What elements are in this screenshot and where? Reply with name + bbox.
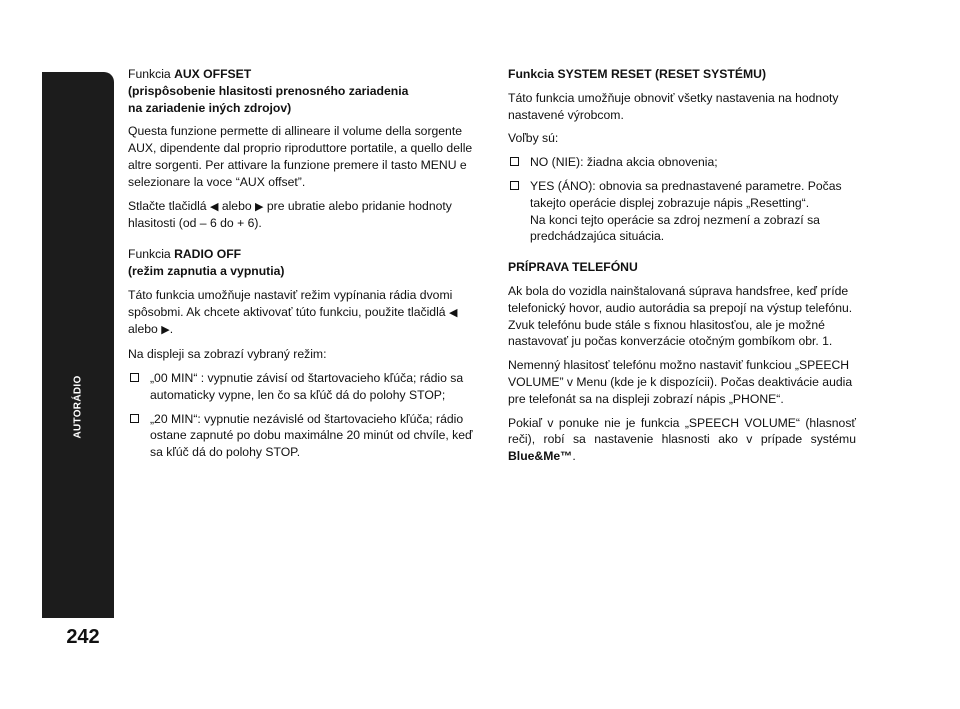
right-column [508, 66, 856, 472]
page-number: 242 [66, 626, 100, 648]
phone-heading: PRÍPRAVA TELEFÓNU [508, 260, 638, 275]
left-arrow-icon: ◀ [448, 306, 458, 319]
aux-paragraph-it: Questa funzione permette di allineare il volume della sorgente AUX, dipendente dal proprio riproduttore portatile, a quello delle altre sorgenti. Per attivare la funzione premere il tasto MENU e selezionare la voce “AUX offset”. [128, 124, 473, 189]
list-item-text: Na konci tejto operácie sa zdroj nezmení a zobrazí sa predchádzajúca situácia. [530, 212, 820, 244]
reset-paragraph-1: Táto funkcia umožňuje obnoviť všetky nastavenia na hodnoty nastavené výrobcom. [508, 90, 839, 122]
brand-name: Blue&Me™ [508, 449, 573, 464]
text-span: Táto funkcia umožňuje nastaviť režim vypínania rádia dvomi spôsobmi. Ak chcete aktivovať túto funkciu, použite tlačidlá [128, 287, 453, 319]
right-arrow-icon: ▶ [161, 324, 170, 337]
heading-subtitle-1: (prispôsobenie hlasitosti prenosného zariadenia [128, 83, 409, 98]
text-span: pre ubratie alebo pridanie hodnoty hlasitosti (od – 6 do + 6). [128, 198, 452, 231]
radio-paragraph-2: Na displeji sa zobrazí vybraný režim: [128, 347, 327, 362]
heading-prefix: Funkcia [128, 67, 175, 81]
text-span: alebo [128, 322, 162, 337]
radio-paragraph-1 [128, 287, 488, 339]
text-span: . [169, 322, 174, 337]
phone-paragraph-1: Ak bola do vozidla nainštalovaná súprava handsfree, keď príde telefonický hovor, audio autorádia sa prepojí na výstup telefónu. Zvuk telefónu bude stále s fixnou hlasitosťou, ale je možné nastavovať ju počas konverzácie otočným gombíkom obr. 1. [508, 283, 853, 349]
left-arrow-icon: ◀ [209, 200, 219, 213]
aux-offset-heading [128, 66, 488, 116]
heading-title: SYSTEM RESET (RESET SYSTÉMU) [557, 67, 767, 81]
list-item-text: „20 MIN“: vypnutie nezávislé od štartovacieho kľúča; rádio ostane zapnuté po dobu maximálne 20 minút od chvíle, keď sa kľúč dá do polohy STOP. [150, 411, 473, 460]
list-item-text: NO (NIE): žiadna akcia obnovenia; [530, 155, 718, 170]
list-item [128, 370, 488, 404]
text-span: Pokiaľ v ponuke nie je funkcia „SPEECH VOLUME“ (hlasnosť reči), robí sa nastavenie hlasnosti ako v prípade systému [508, 415, 856, 447]
list-item [508, 154, 856, 171]
checkbox-bullet-icon [130, 414, 139, 423]
phone-paragraph-3 [508, 415, 856, 465]
list-item-text: „00 MIN“ : vypnutie závisí od štartovacieho kľúča; rádio sa automaticky vypne, len čo sa kľúč dá do polohy STOP; [150, 370, 464, 402]
aux-paragraph-sk [128, 198, 488, 233]
chapter-label: AUTORÁDIO [72, 375, 84, 439]
heading-title: RADIO OFF [174, 247, 242, 262]
list-item [508, 178, 856, 245]
heading-subtitle-2: na zariadenie iných zdrojov) [128, 100, 292, 115]
checkbox-bullet-icon [510, 157, 519, 166]
checkbox-bullet-icon [510, 181, 519, 190]
chapter-sidebar [42, 72, 114, 618]
text-span: alebo [218, 198, 256, 213]
radio-off-heading [128, 246, 488, 280]
heading-subtitle: (režim zapnutia a vypnutia) [128, 263, 285, 278]
checkbox-bullet-icon [130, 373, 139, 382]
left-column [128, 66, 488, 468]
reset-paragraph-2: Voľby sú: [508, 131, 559, 146]
heading-title: AUX OFFSET [174, 67, 252, 81]
system-reset-heading [508, 66, 856, 83]
text-span: . [572, 449, 576, 464]
right-arrow-icon: ▶ [255, 200, 264, 213]
heading-prefix: Funkcia [508, 67, 558, 81]
heading-prefix: Funkcia [128, 247, 175, 262]
list-item [128, 411, 488, 461]
phone-paragraph-2: Nemenný hlasitosť telefónu možno nastaviť funkciou „SPEECH VOLUME” v Menu (kde je k dispozícii). Počas deaktivácie audia pre telefonát sa na displeji zobrazí nápis „PHONE“. [508, 358, 853, 406]
text-span: Stlačte tlačidlá [128, 198, 210, 213]
list-item-text: YES (ÁNO): obnovia sa prednastavené parametre. Počas takejto operácie displej zobrazuje nápis „Resetting“. [530, 178, 842, 210]
